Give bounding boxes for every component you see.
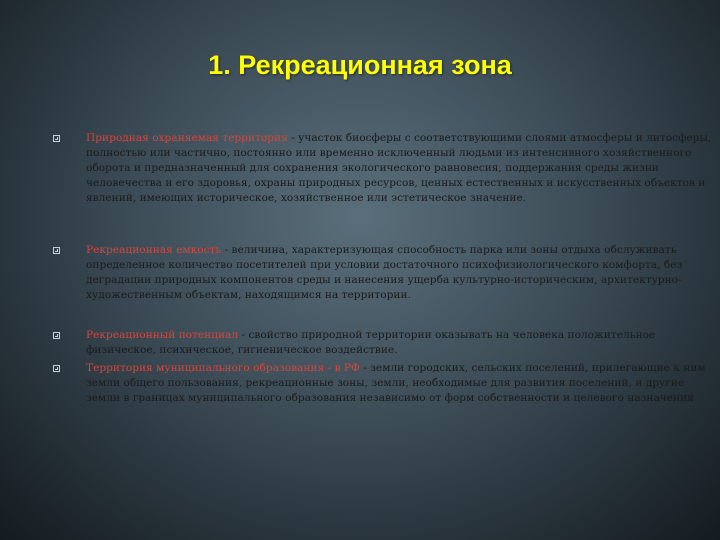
list-item-text [86, 243, 713, 303]
list-item-text [86, 361, 713, 406]
definition: - участок биосферы с соответствующими слоями атмосферы и литосферы, полностью или частично, постоянно или временно исключенный людьми из интенсивного хозяйственного оборота и предназначенный для сохранения экологического равновесия, поддержания среды жизни человечества и его здоровья, охраны природных ресурсов, ценных естественных и искусственных объектов и явлений, имеющих историческое, хозяйственное или эстетическое значение. [86, 132, 712, 204]
term: Территория муниципального образования - в РФ [86, 362, 360, 374]
definition: - величина, характеризующая способность парка или зоны отдыха обслуживать определенное количество посетителей при условии достаточного психофизиологического комфорта, без деградации природных компонентов среды и нанесения ущерба культурно-историческим, архитектурно-художественным объектам, находящимся на территории. [86, 244, 683, 301]
list-item-text [86, 328, 713, 358]
list-item [53, 243, 713, 328]
definition: - земли городских, сельских поселений, прилегающие к ним земли общего пользования, рекреационные зоны, земли, необходимые для развития поселений, и другие земли в границах муниципального образования независимо от форм собственности и целевого назначения [86, 362, 706, 404]
bullet-icon [53, 365, 60, 372]
term: Рекреационная емкость [86, 244, 222, 256]
list-item [53, 328, 713, 361]
bullet-icon [53, 332, 60, 339]
list-item-text [86, 131, 713, 206]
definition: - свойство природной территории оказывать на человека положительное физическое, психическое, гигиеническое воздействие. [86, 329, 656, 356]
term: Рекреационный потенциал [86, 329, 239, 341]
definitions-list [53, 131, 713, 406]
list-item [53, 361, 713, 406]
bullet-icon [53, 247, 60, 254]
bullet-icon [53, 135, 60, 142]
list-item [53, 131, 713, 243]
slide-title: 1. Рекреационная зона [208, 50, 512, 80]
term: Природная охраняемая территория [86, 132, 288, 144]
